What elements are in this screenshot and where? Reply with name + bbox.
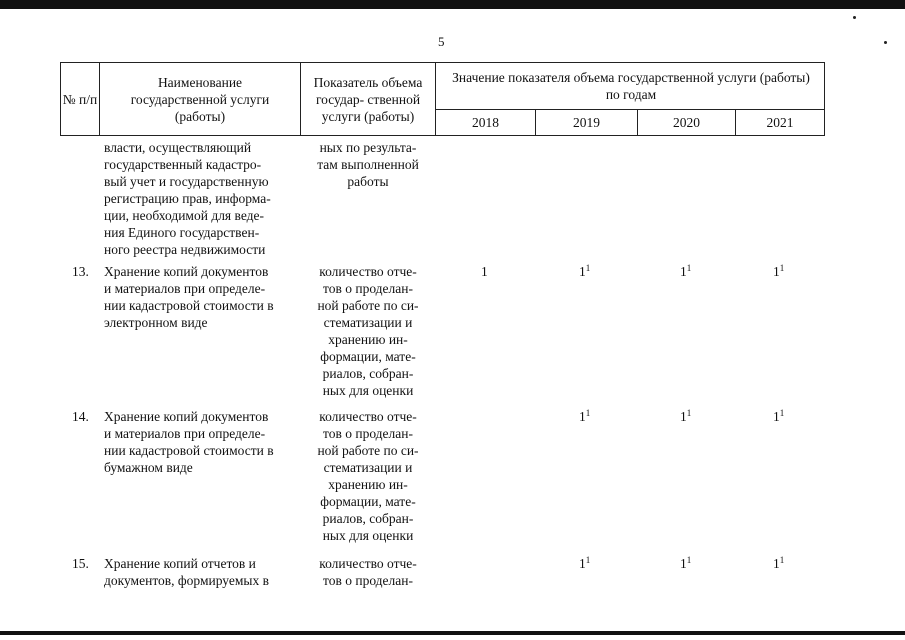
header-year-2019: 2019: [573, 115, 600, 130]
header-values-title: Значение показателя объема государственной услуги (работы) по годам: [452, 70, 810, 102]
indicator-text: количество отче- тов о проделан- ной работе по си- стематизации и хранению ин- формации, мате- риалов, собран- ных для оценки: [317, 264, 419, 398]
value-2021: $1^1$: [773, 263, 785, 279]
scan-speck: [884, 41, 887, 44]
row-number: 14.: [72, 409, 89, 424]
value-2019: $1^1$: [579, 263, 591, 279]
header-year-2018: 2018: [472, 115, 499, 130]
indicator-text: количество отче- тов о проделан- ной работе по си- стематизации и хранению ин- формации, мате- риалов, собран- ных для оценки: [317, 409, 419, 543]
scan-border-top: [0, 0, 905, 9]
value-2020: $1^1$: [680, 555, 692, 571]
value-2019: $1^1$: [579, 408, 591, 424]
value-2020: $1^1$: [680, 408, 692, 424]
value-2020: $1^1$: [680, 263, 692, 279]
header-service-name: Наименование государственной услуги (работы): [130, 74, 270, 124]
service-name: Хранение копий документов и материалов при определе- нии кадастровой стоимости в электронном виде: [104, 264, 274, 330]
header-no: № п/п: [62, 91, 98, 107]
indicator-text: ных по результа- там выполненной работы: [317, 140, 419, 189]
service-name: Хранение копий документов и материалов при определе- нии кадастровой стоимости в бумажном виде: [104, 409, 274, 475]
service-name: Хранение копий отчетов и документов, формируемых в: [104, 556, 269, 588]
header-year-2020: 2020: [673, 115, 700, 130]
indicator-text: количество отче- тов о проделан-: [319, 556, 417, 588]
scan-speck: [853, 16, 856, 19]
row-number: 15.: [72, 556, 89, 571]
value-2021: $1^1$: [773, 555, 785, 571]
value-2021: $1^1$: [773, 408, 785, 424]
value-2018: 1: [481, 264, 488, 279]
page-number: 5: [438, 34, 445, 49]
value-2019: $1^1$: [579, 555, 591, 571]
scan-border-bottom: [0, 631, 905, 635]
service-name: власти, осуществляющий государственный кадастро- вый учет и государственную регистрацию прав, информа- ции, необходимой для веде- ния Единого государствен- ного реестра недвижимости: [104, 140, 271, 257]
header-indicator: Показатель объема государ- ственной услуги (работы): [313, 74, 423, 124]
header-year-2021: 2021: [766, 115, 794, 130]
row-number: 13.: [72, 264, 89, 279]
